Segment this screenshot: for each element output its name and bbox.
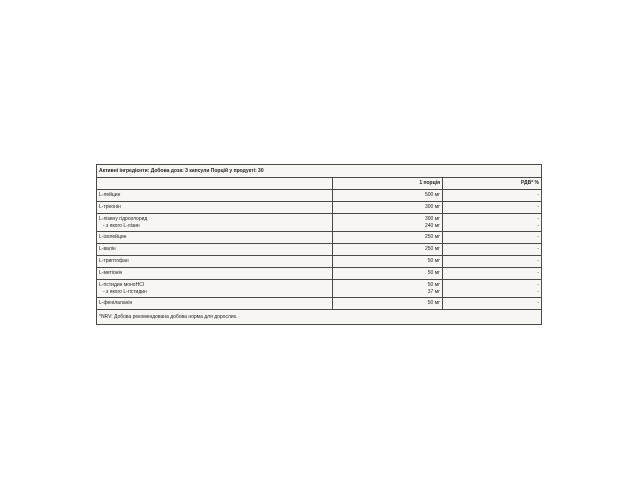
table-row <box>97 256 542 268</box>
ingredient-amount: 50 мг <box>427 281 440 288</box>
ingredient-amount: 250 мг <box>333 232 443 244</box>
ingredient-name: L-триптофан <box>97 256 333 268</box>
ingredient-name-cell <box>97 214 333 232</box>
ingredient-subamount: 37 мг <box>427 288 440 295</box>
ingredient-name: L-метіонін <box>97 268 333 280</box>
header-ingredient <box>97 178 333 190</box>
supplement-facts-table <box>96 164 542 325</box>
ingredient-subname: - з якого L-гістидин <box>103 288 147 295</box>
ingredient-amount: 300 мг <box>425 215 440 222</box>
table-row <box>97 244 542 256</box>
ingredient-name: L-лізину гідрохлорид <box>99 215 148 222</box>
ingredient-name-cell <box>97 280 333 298</box>
ingredient-name: L-лейцин <box>97 190 333 202</box>
table-row <box>97 298 542 310</box>
ingredient-amount-cell <box>333 214 443 232</box>
table-row <box>97 202 542 214</box>
table-footnote: *NRV: Добова рекомендована добова норма для дорослих. <box>97 310 542 325</box>
ingredient-rdv: - <box>443 190 542 202</box>
ingredient-name: L-фенілаланін <box>97 298 333 310</box>
ingredient-rdv: - <box>443 268 542 280</box>
ingredient-subamount: 240 мг <box>425 222 440 229</box>
ingredient-rdv: - <box>443 232 542 244</box>
table-row <box>97 280 542 298</box>
ingredient-amount: 50 мг <box>333 298 443 310</box>
ingredient-name: L-ізолейцин <box>97 232 333 244</box>
ingredient-rdv: - <box>443 298 542 310</box>
ingredient-amount: 50 мг <box>333 256 443 268</box>
ingredient-subrdv: - <box>537 288 540 295</box>
ingredient-rdv: - <box>537 215 540 222</box>
ingredient-subrdv: - <box>537 222 540 229</box>
header-serving: 1 порція <box>333 178 443 190</box>
table-title: Активні інгредієнти: Добова доза: 3 капсули Порцій у продукті: 30 <box>97 165 542 178</box>
ingredient-amount: 50 мг <box>333 268 443 280</box>
ingredient-subname: - з якого L-лізин <box>103 222 140 229</box>
table-row <box>97 268 542 280</box>
ingredient-name: L-гістидин моноHCl <box>99 281 144 288</box>
ingredient-rdv-cell <box>443 214 542 232</box>
header-rdv: РДВ* % <box>443 178 542 190</box>
table-title-row <box>97 165 542 178</box>
ingredient-name: L-треонін <box>97 202 333 214</box>
ingredient-rdv: - <box>443 256 542 268</box>
ingredient-amount: 500 мг <box>333 190 443 202</box>
table-header-row <box>97 178 542 190</box>
ingredient-amount: 300 мг <box>333 202 443 214</box>
ingredient-rdv-cell <box>443 280 542 298</box>
ingredient-rdv: - <box>443 202 542 214</box>
table-row <box>97 190 542 202</box>
table-footnote-row <box>97 310 542 325</box>
ingredient-name: L-валін <box>97 244 333 256</box>
ingredient-rdv: - <box>443 244 542 256</box>
table-row <box>97 214 542 232</box>
ingredient-rdv: - <box>537 281 540 288</box>
ingredient-amount: 250 мг <box>333 244 443 256</box>
table-row <box>97 232 542 244</box>
ingredient-amount-cell <box>333 280 443 298</box>
